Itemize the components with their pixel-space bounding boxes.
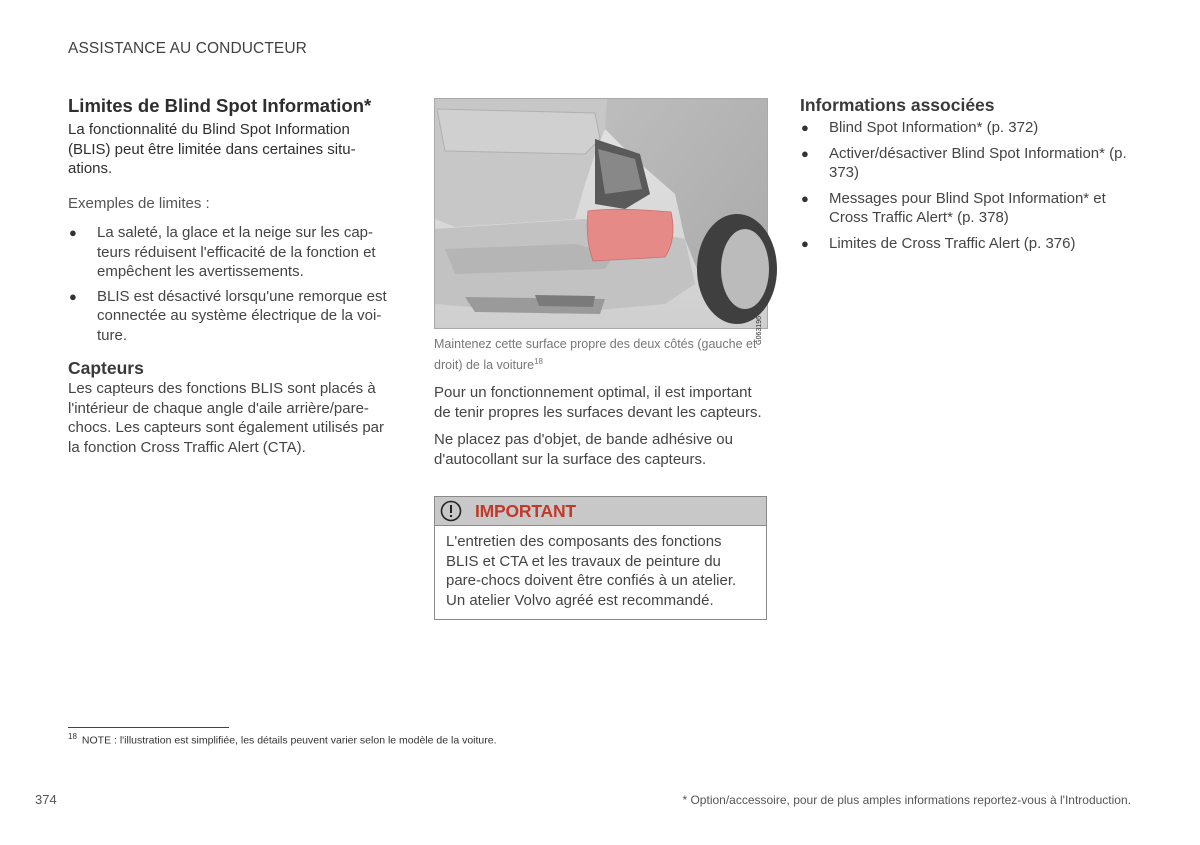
important-box	[434, 496, 767, 620]
related-title: Informations associées	[800, 95, 995, 115]
footnote: $^{18}$ NOTE : l'illustration est simplifiée, les détails peuvent varier selon le modèle de la voiture.	[68, 732, 497, 747]
sensors-text: Les capteurs des fonctions BLIS sont placés à l'intérieur de chaque angle d'aile arrière/pare-chocs. Les capteurs sont également utilisés par la fonction Cross Traffic Alert (CTA).	[68, 380, 385, 456]
car-rear-image	[435, 99, 767, 328]
footnote-divider	[68, 727, 229, 728]
important-text: L'entretien des composants des fonctions BLIS et CTA et les travaux de peinture du pare-chocs doivent être confiés à un atelier. Un atelier Volvo agréé est recommandé.	[446, 533, 737, 609]
related-link[interactable]: ● Messages pour Blind Spot Information* et Cross Traffic Alert* (p. 378)	[801, 189, 1106, 226]
footnote-number: 18	[68, 732, 77, 741]
bullet-icon: ●	[801, 190, 809, 206]
related-link[interactable]: ● Blind Spot Information* (p. 372)	[801, 119, 1039, 136]
examples-label: Exemples de limites :	[68, 194, 210, 212]
section-header: ASSISTANCE AU CONDUCTEUR	[68, 40, 307, 57]
bullet-icon: ●	[801, 235, 809, 251]
paragraph-placement: Ne placez pas d'objet, de bande adhésive ou d'autocollant sur la surface des capteurs.	[434, 431, 733, 468]
important-label: IMPORTANT	[475, 500, 576, 521]
column-limits	[68, 94, 393, 457]
paragraph-optimal: Pour un fonctionnement optimal, il est important de tenir propres les surfaces devant les capteurs.	[434, 384, 762, 421]
footnote-ref: 18	[534, 357, 543, 366]
bullet-icon: ●	[69, 288, 77, 304]
footer-note: * Option/accessoire, pour de plus amples informations reportez-vous à l'Introduction.	[682, 793, 1131, 807]
list-item: ● La saleté, la glace et la neige sur les cap-teurs réduisent l'efficacité de la fonction et empêchent les avertissements.	[69, 224, 376, 280]
sensors-title: Capteurs	[68, 358, 144, 378]
intro-text: La fonctionnalité du Blind Spot Information (BLIS) peut être limitée dans certaines situ-ations.	[68, 121, 356, 177]
image-code: G063196	[756, 316, 763, 345]
bullet-icon: ●	[69, 225, 77, 240]
limits-list	[68, 223, 393, 345]
bullet-icon: ●	[801, 145, 809, 161]
related-link[interactable]: ● Limites de Cross Traffic Alert (p. 376)	[801, 234, 1076, 252]
page-number: 374	[35, 792, 57, 807]
bullet-icon: ●	[801, 120, 809, 135]
list-item: ● BLIS est désactivé lorsqu'une remorque est connectée au système électrique de la voi-ture.	[69, 287, 387, 344]
warning-icon	[439, 499, 463, 523]
related-link[interactable]: ● Activer/désactiver Blind Spot Information* (p. 373)	[801, 144, 1127, 181]
car-rear-illustration	[434, 98, 768, 345]
figure-caption: Maintenez cette surface propre des deux côtés (gauche et droit) de la voiture$^{18}$	[434, 337, 757, 373]
column-related	[800, 94, 1130, 253]
related-links	[800, 118, 1130, 253]
column-illustration	[434, 98, 768, 620]
section-title: Limites de Blind Spot Information*	[68, 95, 372, 116]
important-header	[435, 497, 766, 526]
